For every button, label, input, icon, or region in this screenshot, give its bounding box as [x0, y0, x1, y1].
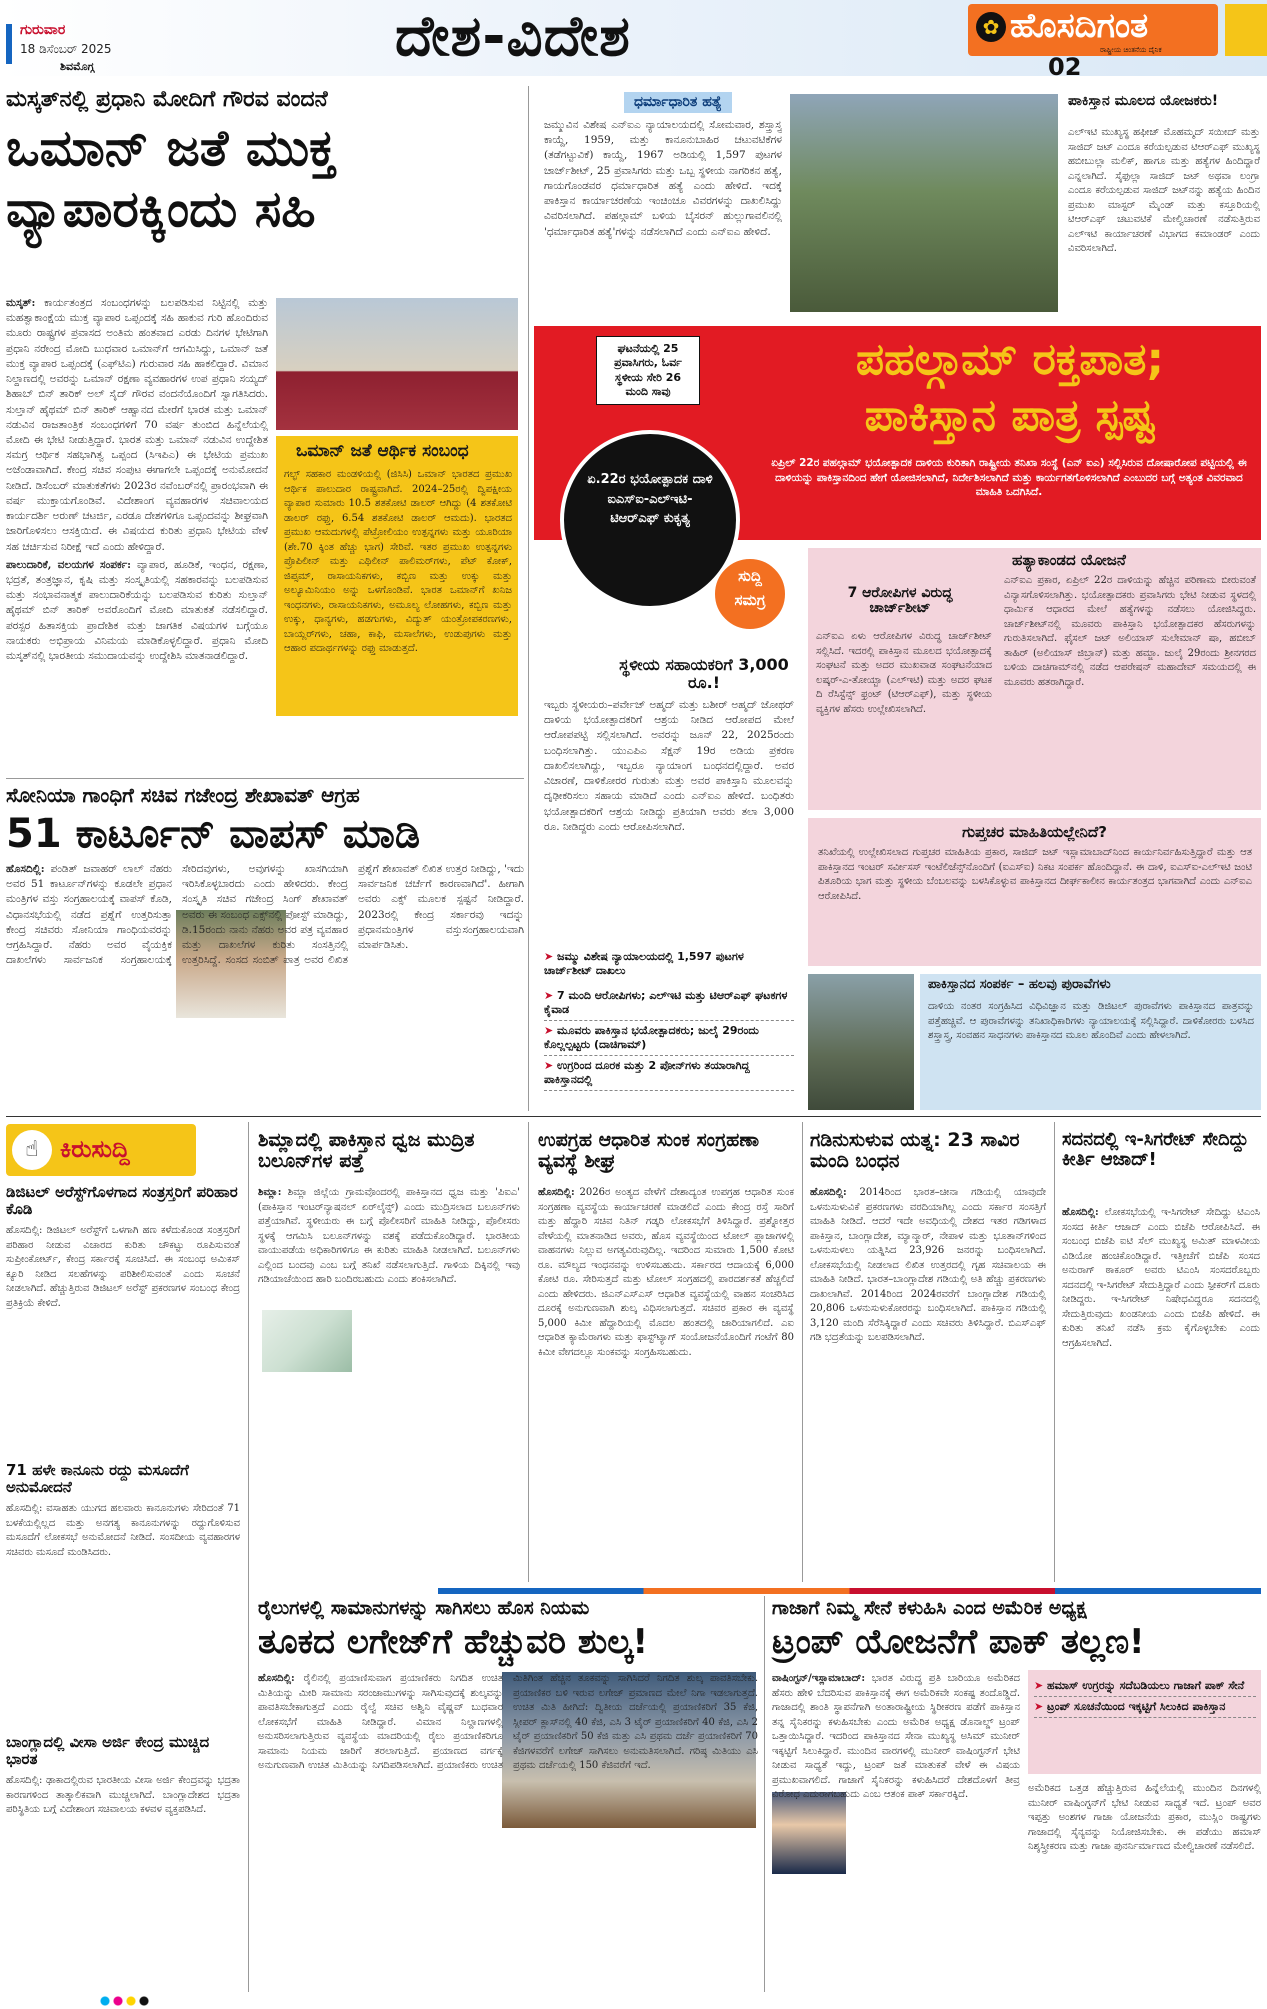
- masthead: [0, 0, 1267, 81]
- court-item: [544, 950, 794, 978]
- kashmir-photo: [790, 94, 1058, 312]
- border-body: [810, 1186, 1046, 1586]
- sonia-kicker: ಸೋನಿಯಾ ಗಾಂಧಿಗೆ ಸಚಿವ ಗಜೇಂದ್ರ ಶೇಖಾವತ್ ಆಗ್ರಹ: [6, 783, 360, 807]
- border-headline: ಗಡಿನುಸುಳುವ ಯತ್ನ: 23 ಸಾವಿರ ಮಂದಿ ಬಂಧನ: [810, 1129, 1020, 1172]
- row-rule: [6, 778, 524, 779]
- dharma-label: ಧರ್ಮಾಧಾರಿತ ಹತ್ಯೆ: [624, 92, 732, 113]
- ecig-body-text: ಲೋಕಸಭೆಯಲ್ಲಿ ಇ-ಸಿಗರೇಟ್ ಸೇದಿದ್ದು ಟಿಎಂಸಿ ಸಂಸದ ಕೀರ್ತಿ ಆಜಾದ್ ಎಂದು ಬಿಜೆಪಿ ಆರೋಪಿಸಿದೆ. ಈ ಸಂಬಂಧ ಬಿಜೆಪಿ ಐಟಿ ಸೆಲ್ ಮುಖ್ಯಸ್ಥ ಅಮಿತ್ ಮಾಳವೀಯ ವಿಡಿಯೋ ಹಂಚಿಕೊಂಡಿದ್ದಾರೆ. ಇತ್ತೀಚೆಗೆ ಬಿಜೆಪಿ ಸಂಸದ ಅನುರಾಗ್ ಠಾಕೂರ್ ಅವರು ಟಿಎಂಸಿ ಸಂಸದರೊಬ್ಬರು ಸದನದಲ್ಲಿ ಇ-ಸಿಗರೇಟ್ ಸೇದುತ್ತಿದ್ದಾರೆ ಎಂದು ಸ್ಪೀಕರ್‌ಗೆ ದೂರು ನೀಡಿದ್ದರು. ಇ-ಸಿಗರೇಟ್ ನಿಷೇಧವಿದ್ದರೂ ಸದನದಲ್ಲಿ ಸೇದುತ್ತಿರುವುದು ಖಂಡನೀಯ ಎಂದು ಬಿಜೆಪಿ ಹೇಳಿದೆ. ಈ ಕುರಿತು ತನಿಖೆ ನಡೆಸಿ ಕ್ರಮ ಕೈಗೊಳ್ಳಬೇಕು ಎಂದು ಆಗ್ರಹಿಸಲಾಗಿದೆ.: [1062, 1207, 1260, 1349]
- column-rule: [802, 1122, 803, 1582]
- place-label: ಶಿವಮೊಗ್ಗ: [60, 60, 95, 73]
- trump-body: [772, 1672, 1020, 1990]
- sonia-body-text: ಪಂಡಿತ್ ಜವಾಹರ್ ಲಾಲ್ ನೆಹರು ಅವರ 51 ಕಾರ್ಟೂನ್‌ಗಳನ್ನು ಕೂಡಲೇ ಪ್ರಧಾನ ಮಂತ್ರಿಗಳ ವಸ್ತು ಸಂಗ್ರಹಾಲಯಕ್ಕೆ ವಾಪಸ್ ಕೊಡಿ, ವಿಧಾನಸಭೆಯಲ್ಲಿ ನಡೆದ ಪ್ರಶ್ನೆಗೆ ಉತ್ತರಿಸುತ್ತಾ ಕೇಂದ್ರ ಸಚಿವರು ಸೋನಿಯಾ ಗಾಂಧಿಯವರನ್ನು ಆಗ್ರಹಿಸಿದ್ದಾರೆ. ನೆಹರು ಅವರ ವೈಯಕ್ತಿಕ ದಾಖಲೆಗಳು ಸಾರ್ವಜನಿಕ ಸಂಗ್ರಹಾಲಯಕ್ಕೆ ಸೇರಿದವುಗಳು, ಅವುಗಳನ್ನು ಖಾಸಗಿಯಾಗಿ ಇರಿಸಿಕೊಳ್ಳಬಾರದು ಎಂದು ಹೇಳಿದರು. ಕೇಂದ್ರ ಸಂಸ್ಕೃತಿ ಸಚಿವ ಗಜೇಂದ್ರ ಸಿಂಗ್ ಶೇಖಾವತ್ ಅವರು ಈ ಸಂಬಂಧ ಎಕ್ಸ್‌ನಲ್ಲಿ ಪೋಸ್ಟ್ ಮಾಡಿದ್ದು, ಡಿ.15ರಂದು ನಾನು ನೆಹರು ಅವರ ಪತ್ರ ವ್ಯವಹಾರ ಮತ್ತು ದಾಖಲೆಗಳ ಕುರಿತು ಸಂಸತ್ತಿನಲ್ಲಿ ಉತ್ತರಿಸಿದ್ದೆ. ಸಂಸದ ಸಂಬಿತ್ ಪಾತ್ರ ಅವರ ಲಿಖಿತ ಪ್ರಶ್ನೆಗೆ ಶೇಖಾವತ್ ಲಿಖಿತ ಉತ್ತರ ನೀಡಿದ್ದು, 'ಇದು ಸಾರ್ವಜನಿಕ ಚರ್ಚೆಗೆ ಕಾರಣವಾಗಿದೆ'. ಹೀಗಾಗಿ ಅವರು ಎಕ್ಸ್ ಮೂಲಕ ಸ್ಪಷ್ಟನೆ ನೀಡಿದ್ದಾರೆ. 2023ರಲ್ಲಿ ಕೇಂದ್ರ ಸರ್ಕಾರವು ಇದನ್ನು ಪ್ರಧಾನಮಂತ್ರಿಗಳ ವಸ್ತುಸಂಗ್ರಹಾಲಯವಾಗಿ ಮಾರ್ಪಡಿಸಿತು.: [6, 863, 524, 967]
- satellite-headline: ಉಪಗ್ರಹ ಆಧಾರಿತ ಸುಂಕ ಸಂಗ್ರಹಣಾ ವ್ಯವಸ್ಥೆ ಶೀಘ್ರ: [538, 1129, 760, 1172]
- section-title: ದೇಶ-ವಿದೇಶ: [395, 4, 631, 69]
- kiru-c-body: ಹೊಸದಿಲ್ಲಿ: ಢಾಕಾದಲ್ಲಿರುವ ಭಾರತೀಯ ವೀಸಾ ಅರ್ಜಿ ಕೇಂದ್ರವನ್ನು ಭದ್ರತಾ ಕಾರಣಗಳಿಂದ ತಾತ್ಕಾಲಿಕವಾಗಿ ಮುಚ್ಚಲಾಗಿದೆ. ಬಾಂಗ್ಲಾದೇಶದ ಭದ್ರತಾ ಪರಿಸ್ಥಿತಿಯ ಬಗ್ಗೆ ವಿದೇಶಾಂಗ ಸಚಿವಾಲಯ ಕಳವಳ ವ್ಯಕ್ತಪಡಿಸಿದೆ.: [6, 1775, 240, 1815]
- satellite-body: [538, 1186, 794, 1586]
- soldier-photo: [808, 974, 914, 1110]
- color-strip: [438, 1588, 1261, 1594]
- chargesheet-body: ಎನ್‌ಐಎ ಏಳು ಆರೋಪಿಗಳ ವಿರುದ್ಧ ಚಾರ್ಜ್‌ಶೀಟ್ ಸಲ್ಲಿಸಿದೆ. ಇದರಲ್ಲಿ ಪಾಕಿಸ್ತಾನ ಮೂಲದ ಭಯೋತ್ಪಾದಕ್ಕೆ ಸಂಘಟನೆ ಮತ್ತು ಅದರ ಮುಖವಾಡ ಸಂಘಟನೆಯಾದ ಲಷ್ಕರ್-ಎ-ತೋಯ್ಬಾ (ಎಲ್‌ಇಟಿ) ಮತ್ತು ಅದರ ಘಟಕ ದಿ ರೆಸಿಸ್ಟೆನ್ಸ್ ಫ್ರಂಟ್ (ಟಿಆರ್‌ಎಫ್), ಮತ್ತು ಸ್ಥಳೀಯ ವ್ಯಕ್ತಿಗಳ ಹೆಸರು ಉಲ್ಲೇಖಿಸಲಾಗಿದೆ.: [816, 631, 992, 715]
- pahalgam-headline-2: ಪಾಕಿಸ್ತಾನ ಪಾತ್ರ ಸ್ಪಷ್ಟ: [864, 390, 1156, 441]
- pahalgam-bullet: [544, 986, 794, 1021]
- page-number: 02: [1048, 53, 1082, 81]
- border-dateline: ಹೊಸದಿಲ್ಲಿ:: [810, 1187, 847, 1198]
- gupta-body: ತನಿಖೆಯಲ್ಲಿ ಉಲ್ಲೇಖಿಸಲಾದ ಗುಪ್ತಚರ ಮಾಹಿತಿಯ ಪ್ರಕಾರ, ಸಾಜಿದ್ ಜಟ್ ಇಸ್ಲಾಮಾಬಾದ್‌ನಿಂದ ಕಾರ್ಯನಿರ್ವಹಿಸುತ್ತಿದ್ದಾರೆ ಮತ್ತು ಆತ ಪಾಕಿಸ್ತಾನದ ಇಂಟರ್ ಸರ್ವೀಸಸ್ ಇಂಟೆಲಿಜೆನ್ಸ್‌ನೊಂದಿಗೆ (ಐಎಸ್‌ಐ) ನಿಕಟ ಸಂಪರ್ಕ ಹೊಂದಿದ್ದಾನೆ. ಈ ದಾಳಿ, ಐಎಸ್‌ಐ-ಎಲ್‌ಇಟಿ ಜಂಟಿ ಪಿತೂರಿಯ ಭಾಗ ಮತ್ತು ಸ್ಥಳೀಯ ಬೆಂಬಲವನ್ನು ಬಳಸಿಕೊಳ್ಳುವ ಪಾಕಿಸ್ತಾನದ ದೀರ್ಘಕಾಲೀನ ಕಾರ್ಯತಂತ್ರದ ಭಾಗವಾಗಿದೆ ಎಂದು ಎನ್‌ಐಎ ಆರೋಪಿಸಿದೆ.: [818, 847, 1252, 902]
- column-rule: [1054, 1122, 1055, 1582]
- column-rule: [528, 86, 529, 1111]
- oman-box-title: ಒಮಾನ್ ಜತೆ ಆರ್ಥಿಕ ಸಂಬಂಧ: [296, 441, 469, 461]
- trump-bullet: [1034, 1676, 1256, 1697]
- balloon-headline: ಶಿಮ್ಲಾದಲ್ಲಿ ಪಾಕಿಸ್ತಾನ ಧ್ವಜ ಮುದ್ರಿತ ಬಲೂನ್‌ಗಳ ಪತ್ತೆ: [258, 1129, 475, 1172]
- arrow-icon: ➤: [544, 1024, 558, 1037]
- satellite-body-text: 2026ರ ಅಂತ್ಯದ ವೇಳೆಗೆ ದೇಶಾದ್ಯಂತ ಉಪಗ್ರಹ ಆಧಾರಿತ ಸುಂಕ ಸಂಗ್ರಹಣಾ ವ್ಯವಸ್ಥೆಯ ಕಾರ್ಯಾಚರಣೆ ಮಾಡಲಿದೆ ಎಂದು ಕೇಂದ್ರ ರಸ್ತೆ ಸಾರಿಗೆ ಮತ್ತು ಹೆದ್ದಾರಿ ಸಚಿವ ನಿತಿನ್ ಗಡ್ಕರಿ ಲೋಕಸಭೆಗೆ ತಿಳಿಸಿದ್ದಾರೆ. ಪ್ರಶ್ನೋತ್ತರ ವೇಳೆಯಲ್ಲಿ ಮಾತನಾಡಿದ ಅವರು, ಹೊಸ ವ್ಯವಸ್ಥೆಯಿಂದ ಟೋಲ್ ಪ್ಲಾಜಾಗಳಲ್ಲಿ ವಾಹನಗಳು ನಿಲ್ಲುವ ಅಗತ್ಯವಿರುವುದಿಲ್ಲ. ಇದರಿಂದ ಸುಮಾರು 1,500 ಕೋಟಿ ರೂ. ಮೌಲ್ಯದ ಇಂಧನವನ್ನು ಉಳಿಸಬಹುದು. ಸರ್ಕಾರದ ಆದಾಯಕ್ಕೆ 6,000 ಕೋಟಿ ರೂ. ಸೇರಿಸುತ್ತದೆ ಮತ್ತು ಟೋಲ್ ಸಂಗ್ರಹದಲ್ಲಿ ಪಾರದರ್ಶಕತೆ ಹೆಚ್ಚಲಿದೆ ಎಂದು ಹೇಳಿದರು. ಜಿಎನ್‌ಎಸ್‌ಎಸ್ ಆಧಾರಿತ ವ್ಯವಸ್ಥೆಯಲ್ಲಿ ವಾಹನ ಸಂಚರಿಸಿದ ದೂರಕ್ಕೆ ಅನುಗುಣವಾಗಿ ಶುಲ್ಕ ವಿಧಿಸಲಾಗುತ್ತದೆ. ಸಚಿವರ ಪ್ರಕಾರ ಈ ವ್ಯವಸ್ಥೆ 5,000 ಕಿಮೀ ಹೆದ್ದಾರಿಯಲ್ಲಿ ಮೊದಲ ಹಂತದಲ್ಲಿ ಜಾರಿಯಾಗಲಿದೆ. ಎಐ ಆಧಾರಿತ ಕ್ಯಾಮೆರಾಗಳು ಮತ್ತು ಫಾಸ್ಟ್‌ಟ್ಯಾಗ್ ಸಂಯೋಜನೆಯೊಂದಿಗೆ ಗಂಟೆಗೆ 80 ಕಿಮೀ ವೇಗದಲ್ಲೂ ಸುಂಕವನ್ನು ಸಂಗ್ರಹಿಸಬಹುದು.: [538, 1187, 794, 1358]
- railway-headline: ತೂಕದ ಲಗೇಜ್‌ಗೆ ಹೆಚ್ಚುವರಿ ಶುಲ್ಕ!: [258, 1622, 648, 1662]
- trump-bullet: [1034, 1697, 1256, 1718]
- railway-kicker: ರೈಲುಗಳಲ್ಲಿ ಸಾಮಾನುಗಳನ್ನು ಸಾಗಿಸಲು ಹೊಸ ನಿಯಮ: [258, 1597, 590, 1619]
- helper-title: ಸ್ಥಳೀಯ ಸಹಾಯಕರಿಗೆ 3,000 ರೂ.!: [619, 655, 789, 692]
- railway-body-text: ರೈಲಿನಲ್ಲಿ ಪ್ರಯಾಣಿಸುವಾಗ ಪ್ರಯಾಣಿಕರು ನಿಗದಿತ ಉಚಿತ ಮಿತಿಯನ್ನು ಮೀರಿ ಸಾಮಾನು ಸರಂಜಾಮುಗಳನ್ನು ಸಾಗಿಸುವುದಕ್ಕೆ ಶುಲ್ಕವನ್ನು ಪಾವತಿಸಬೇಕಾಗುತ್ತದೆ ಎಂದು ರೈಲ್ವೆ ಸಚಿವ ಅಶ್ವಿನಿ ವೈಷ್ಣವ್ ಬುಧವಾರ ಲೋಕಸಭೆಗೆ ಮಾಹಿತಿ ನೀಡಿದ್ದಾರೆ. ವಿಮಾನ ನಿಲ್ದಾಣಗಳಲ್ಲಿ ಅನುಸರಿಸಲಾಗುತ್ತಿರುವ ವ್ಯವಸ್ಥೆಯ ಮಾದರಿಯಲ್ಲಿ ರೈಲು ಪ್ರಯಾಣಿಕರಿಗೂ ಸಾಮಾನು ನಿಯಮ ಜಾರಿಗೆ ತರಲಾಗುತ್ತಿದೆ. ಪ್ರಯಾಣದ ವರ್ಗಕ್ಕೆ ಅನುಗುಣವಾಗಿ ಉಚಿತ ಮಿತಿಯನ್ನು ನಿಗದಿಪಡಿಸಲಾಗಿದೆ. ಪ್ರಯಾಣಿಕರು ಉಚಿತ ಮಿತಿಗಿಂತ ಹೆಚ್ಚಿನ ತೂಕವನ್ನು ಸಾಗಿಸಿದರೆ ನಿಗದಿತ ಶುಲ್ಕ ಪಾವತಿಸಬೇಕು. ಪ್ರಯಾಣಿಕರ ಬಳಿ ಇರುವ ಲಗೇಜ್ ಪ್ರಮಾಣದ ಮೇಲೆ ನಿಗಾ ಇಡಲಾಗುತ್ತದೆ. ಉಚಿತ ಮಿತಿ ಹೀಗಿದೆ: ದ್ವಿತೀಯ ದರ್ಜೆಯಲ್ಲಿ ಪ್ರಯಾಣಿಕರಿಗೆ 35 ಕೆಜಿ, ಸ್ಲೀಪರ್ ಕ್ಲಾಸ್‌ನಲ್ಲಿ 40 ಕೆಜಿ, ಎಸಿ 3 ಟೈರ್ ಪ್ರಯಾಣಿಕರಿಗೆ 40 ಕೆಜಿ, ಎಸಿ 2 ಟೈರ್ ಪ್ರಯಾಣಿಕರಿಗೆ 50 ಕೆಜಿ ಮತ್ತು ಎಸಿ ಪ್ರಥಮ ದರ್ಜೆ ಪ್ರಯಾಣಿಕರಿಗೆ 70 ಕೆಜಿಗಳವರೆಗೆ ಲಗೇಜ್ ಸಾಗಿಸಲು ಅನುಮತಿಸಲಾಗಿದೆ. ಗರಿಷ್ಠ ಮಿತಿಯು ಎಸಿ ಪ್ರಥಮ ದರ್ಜೆಯಲ್ಲಿ 150 ಕೆಜಿವರೆಗೆ ಇದೆ.: [258, 1673, 758, 1771]
- satellite-dateline: ಹೊಸದಿಲ್ಲಿ:: [538, 1187, 575, 1198]
- arrow-icon: ➤: [1034, 1700, 1048, 1713]
- gupta-title: ಗುಪ್ತಚರ ಮಾಹಿತಿಯಲ್ಲೇನಿದೆ?: [962, 823, 1107, 841]
- balloon-body: [258, 1186, 520, 1586]
- pahalgam-bullet: [544, 1021, 794, 1056]
- suddi-stamp-line2: ಸಮಗ್ರ: [734, 591, 766, 609]
- blue-date-bar: [6, 24, 12, 64]
- sonia-dateline: ಹೊಸದಿಲ್ಲಿ:: [6, 863, 45, 875]
- paper-tagline: ರಾಷ್ಟ್ರೀಯ ಚಿಂತನೆಯ ದೈನಿಕ: [1100, 46, 1162, 54]
- kiru-logo: ಕಿರುಸುದ್ದಿ: [60, 1135, 130, 1163]
- helper-body: ಇಬ್ಬರು ಸ್ಥಳೀಯರು–ಪರ್ವೇಜ್ ಅಹ್ಮದ್ ಮತ್ತು ಬಶೀರ್ ಅಹ್ಮದ್ ಜೋಥರ್ ದಾಳಿಯ ಭಯೋತ್ಪಾದಕರಿಗೆ ಆಶ್ರಯ ನೀಡಿದ ಆರೋಪದ ಮೇಲೆ ಆರೋಪಪಟ್ಟಿ ಸಲ್ಲಿಸಲಾಗಿದೆ. ಅವರನ್ನು ಜೂನ್ 22, 2025ರಂದು ಬಂಧಿಸಲಾಗಿತ್ತು. ಯುಎಪಿಎ ಸೆಕ್ಷನ್ 19ರ ಅಡಿಯ ಪ್ರಕರಣ ದಾಖಲಿಸಲಾಗಿದ್ದು, ಇಬ್ಬರೂ ನ್ಯಾಯಾಂಗ ಬಂಧನದಲ್ಲಿದ್ದಾರೆ. ಅವರ ವಿಚಾರಣೆ, ದಾಳಿಕೋರರ ಗುರುತು ಮತ್ತು ಅವರ ಪಾಕಿಸ್ತಾನಿ ಮೂಲವನ್ನು ದೃಢೀಕರಿಸಲು ಸಹಾಯ ಮಾಡಿದೆ ಎಂದು ಎನ್‌ಐಎ ಹೇಳಿದೆ. ಬಂಧಿತರು ಭಯೋತ್ಪಾದಕರಿಗೆ ಆಶ್ರಯ ನೀಡಿದ್ದು ಪ್ರತಿಯಾಗಿ ಅವರು ತಲಾ 3,000 ರೂ. ನೀಡಿದ್ದರು ಎಂದು ಆರೋಪಿಸಲಾಗಿದೆ.: [544, 699, 794, 833]
- trump-bullet-text: ಹಮಾಸ್ ಉಗ್ರರನ್ನು ಸದೆಬಡಿಯಲು ಗಾಜಾಗೆ ಪಾಕ್ ಸೇನೆ: [1047, 1679, 1245, 1692]
- link-title: ಪಾಕಿಸ್ತಾನದ ಸಂಪರ್ಕ – ಹಲವು ಪುರಾವೆಗಳು: [928, 977, 1111, 992]
- oman-headline: ಒಮಾನ್ ಜತೆ ಮುಕ್ತ ವ್ಯಾಪಾರಕ್ಕಿಂದು ಸಹಿ: [6, 119, 336, 238]
- column-rule: [528, 1122, 529, 1582]
- trump-bullets: [1034, 1676, 1256, 1718]
- orange-corner-band: [1225, 4, 1267, 56]
- pak-planners-body: ಎಲ್‌ಇಟಿ ಮುಖ್ಯಸ್ಥ ಹಫೀಜ್ ಮೊಹಮ್ಮದ್ ಸಯೀದ್ ಮತ್ತು ಸಾಜಿದ್ ಜಟ್ ಎಂದೂ ಕರೆಯಲ್ಪಡುವ ಟಿಆರ್‌ಎಫ್ ಮುಖ್ಯಸ್ಥ ಹಬೀಬುಲ್ಲಾ ಮಲಿಕ್, ಹಾಗೂ ಮತ್ತು ಹತ್ಯೆಗಳ ಹಿಂದಿದ್ದಾರೆ ಎನ್ನಲಾಗಿದೆ. ಸೈಫುಲ್ಲಾ ಸಾಜಿದ್ ಜಟ್ ಅಥವಾ ಲಂಗ್ರಾ ಎಂದೂ ಕರೆಯಲ್ಪಡುವ ಸಾಜಿದ್ ಜಟ್‌ನನ್ನು ಹತ್ಯೆಯ ಹಿಂದಿನ ಪ್ರಮುಖ ಮಾಸ್ಟರ್ ಮೈಂಡ್ ಮತ್ತು ಕಸ್ತೂರಿಯಲ್ಲಿ ಟಿಆರ್‌ಎಫ್ ಚಟುವಟಿಕೆ ಮೇಲ್ವಿಚಾರಣೆ ನಡೆಸುತ್ತಿರುವ ಎಲ್‌ಇಟಿ ಕಾರ್ಯಾಚರಣೆ ವಿಭಾಗದ ಕಮಾಂಡರ್ ಎಂದು ವಿವರಿಸಲಾಗಿದೆ.: [1068, 127, 1260, 254]
- kiru-b-body: ಹೊಸದಿಲ್ಲಿ: ವಸಾಹತು ಯುಗದ ಹಲವಾರು ಕಾನೂನುಗಳು ಸೇರಿದಂತೆ 71 ಬಳಕೆಯಲ್ಲಿಲ್ಲದ ಮತ್ತು ಅನಗತ್ಯ ಕಾನೂನುಗಳನ್ನು ರದ್ದುಗೊಳಿಸುವ ಮಸೂದೆಗೆ ಲೋಕಸಭೆ ಅನುಮೋದನೆ ನೀಡಿದೆ. ಸಂಸದೀಯ ವ್ಯವಹಾರಗಳ ಸಚಿವರು ಮಸೂದೆ ಮಂಡಿಸಿದರು.: [6, 1503, 240, 1558]
- column-rule: [248, 1122, 249, 1992]
- court-item-text: ಜಮ್ಮು ವಿಶೇಷ ನ್ಯಾಯಾಲಯದಲ್ಲಿ 1,597 ಪುಟಗಳ ಚಾರ್ಜ್‌ಶೀಟ್ ದಾಖಲು: [544, 950, 744, 977]
- arrow-icon: ➤: [544, 989, 558, 1002]
- oman-body2-text: ವ್ಯಾಪಾರ, ಹೂಡಿಕೆ, ಇಂಧನ, ರಕ್ಷಣಾ, ಭದ್ರತೆ, ತಂತ್ರಜ್ಞಾನ, ಕೃಷಿ ಮತ್ತು ಸಂಸ್ಕೃತಿಯಲ್ಲಿ ಸಹಕಾರವನ್ನು ಬಲಪಡಿಸುವ ಮತ್ತು ಸಂಭಾವನಾತ್ಮಕ ಪಾಲುದಾರಿಕೆಯನ್ನು ಬಲಪಡಿಸುವ ಕುರಿತು ಸುಲ್ತಾನ್ ಹೈಥಮ್ ಬಿನ್ ತಾರಿಕ್ ಅವರೊಂದಿಗೆ ಮೋದಿ ಮಾತುಕತೆ ನಡೆಸಲಿದ್ದಾರೆ. ಪರಸ್ಪರ ಹಿತಾಸಕ್ತಿಯ ಪ್ರಾದೇಶಿಕ ಮತ್ತು ಜಾಗತಿಕ ವಿಷಯಗಳ ಬಗ್ಗೆಯೂ ನಾಯಕರು ಅಭಿಪ್ರಾಯ ವಿನಿಮಯ ಮಾಡಿಕೊಳ್ಳಲಿದ್ದಾರೆ. ಪ್ರಧಾನಿ ಮೋದಿ ಮಸ್ಕತ್‌ನಲ್ಲಿ ಭಾರತೀಯ ಸಮುದಾಯವನ್ನು ಉದ್ದೇಶಿಸಿ ಮಾತನಾಡಲಿದ್ದಾರೆ.: [6, 558, 268, 663]
- balloon-dateline: ಶಿಮ್ಲಾ:: [258, 1187, 282, 1198]
- trump-dateline: ವಾಷಿಂಗ್ಟನ್/ಇಸ್ಲಾಮಾಬಾದ್:: [772, 1673, 866, 1684]
- pak-planners-title: ಪಾಕಿಸ್ತಾನ ಮೂಲದ ಯೋಜಕರು!: [1068, 93, 1219, 109]
- kiru-a-title: ಡಿಜಿಟಲ್ ಅರೆಸ್ಟ್‌ಗೊಳಗಾದ ಸಂತ್ರಸ್ತರಿಗೆ ಪರಿಹಾರ ಕೊಡಿ: [6, 1183, 238, 1218]
- oman-body-text: ಕಾರ್ಯತಂತ್ರದ ಸಂಬಂಧಗಳನ್ನು ಬಲಪಡಿಸುವ ನಿಟ್ಟಿನಲ್ಲಿ ಮತ್ತು ಮಹತ್ವಾಕಾಂಕ್ಷೆಯ ಮುಕ್ತ ವ್ಯಾಪಾರ ಒಪ್ಪಂದಕ್ಕೆ ಸಹಿ ಹಾಕುವ ಗುರಿ ಹೊಂದಿರುವ ಮೂರು ರಾಷ್ಟ್ರಗಳ ಪ್ರವಾಸದ ಅಂತಿಮ ಹಂತವಾದ ಎರಡು ದಿನಗಳ ಭೇಟಿಗಾಗಿ ಪ್ರಧಾನಿ ನರೇಂದ್ರ ಮೋದಿ ಬುಧವಾರ ಒಮಾನ್‌ಗೆ ಆಗಮಿಸಿದ್ದು, ಒಮಾನ್ ಜತೆ ಮುಕ್ತ ವ್ಯಾಪಾರ ಒಪ್ಪಂದಕ್ಕೆ (ಎಫ್‌ಟಿಎ) ಗುರುವಾರ ಸಹಿ ಹಾಕಲಿದ್ದಾರೆ. ವಿಮಾನ ನಿಲ್ದಾಣದಲ್ಲಿ ಅವರನ್ನು ಒಮಾನ್ ರಕ್ಷಣಾ ವ್ಯವಹಾರಗಳ ಉಪ ಪ್ರಧಾನಿ ಸಯ್ಯದ್ ಶಿಹಾಬ್ ಬಿನ್ ತಾರಿಕ್ ಅಲ್ ಸೈದ್ ಗೌರವ ವಂದನೆಯೊಂದಿಗೆ ಸ್ವಾಗತಿಸಿದರು. ಸುಲ್ತಾನ್ ಹೈಥಮ್ ಬಿನ್ ತಾರಿಕ್ ಆಹ್ವಾನದ ಮೇರೆಗೆ ಭಾರತ ಮತ್ತು ಒಮಾನ್ ನಡುವಿನ ರಾಜತಾಂತ್ರಿಕ ಸಂಬಂಧಗಳಿಗೆ 70 ವರ್ಷ ತುಂಬಿದ ಹಿನ್ನೆಲೆಯಲ್ಲಿ ಮೋದಿ ಈ ಭೇಟಿ ನೀಡುತ್ತಿದ್ದಾರೆ. ಭಾರತ ಮತ್ತು ಒಮಾನ್ ನಡುವಿನ ಉದ್ದೇಶಿತ ಸಮಗ್ರ ಆರ್ಥಿಕ ಸಹಭಾಗಿತ್ವ ಒಪ್ಪಂದ (ಸಿಇಪಿಎ) ಈ ಭೇಟಿಯ ಪ್ರಮುಖ ಅಜೆಂಡಾವಾಗಿದೆ. ಕೇಂದ್ರ ಸಚಿವ ಸಂಪುಟ ಈಗಾಗಲೇ ಒಪ್ಪಂದಕ್ಕೆ ಅನುಮೋದನೆ ನೀಡಿದೆ. ಡಿಸೆಂಬರ್ ಮಾತುಕತೆಗಳು 2023ರ ನವೆಂಬರ್‌ನಲ್ಲಿ ಪ್ರಾರಂಭವಾಗಿ ಈ ವರ್ಷ ಮುಕ್ತಾಯಗೊಂಡಿವೆ. ವಿದೇಶಾಂಗ ವ್ಯವಹಾರಗಳ ಸಚಿವಾಲಯದ ಕಾರ್ಯದರ್ಶಿ ಅರುಣ್ ಚಟರ್ಜಿ, ಎರಡೂ ದೇಶಗಳಿಗೂ ಒಪ್ಪಂದವನ್ನು ಶೀಘ್ರವಾಗಿ ಜಾರಿಗೊಳಿಸಲು ಆಸಕ್ತಿಯಿದೆ. ಈ ವಿಷಯದ ಕುರಿತು ಪ್ರಧಾನಿ ಭೇಟಿಯ ವೇಳೆ ಸಹ ಚರ್ಚಿಸುವ ನಿರೀಕ್ಷೆ ಇದೆ ಎಂದು ಹೇಳಿದ್ದಾರೆ.: [6, 297, 268, 553]
- sonia-headline: 51 ಕಾರ್ಟೂನ್ ವಾಪಸ್ ಮಾಡಿ: [6, 811, 421, 857]
- link-body: ದಾಳಿಯ ನಂತರ ಸಂಗ್ರಹಿಸಿದ ವಿಧಿವಿಜ್ಞಾನ ಮತ್ತು ಡಿಜಿಟಲ್ ಪುರಾವೆಗಳು ಪಾಕಿಸ್ತಾನದ ಪಾತ್ರವನ್ನು ಪತ್ತೆಹಚ್ಚಿವೆ. ಆ ಪುರಾವೆಗಳನ್ನು ತನಿಖಾಧಿಕಾರಿಗಳು ನ್ಯಾಯಾಲಯಕ್ಕೆ ಸಲ್ಲಿಸಿದ್ದಾರೆ. ದಾಳಿಕೋರರು ಬಳಸಿದ ಶಸ್ತ್ರಾಸ್ತ್ರ, ಸಂವಹನ ಸಾಧನಗಳು ಪಾಕಿಸ್ತಾನದ ಮೂಲ ಹೊಂದಿವೆ ಎಂದು ಹೇಳಲಾಗಿದೆ.: [928, 1001, 1254, 1041]
- railway-body: [258, 1672, 758, 1990]
- column-rule: [764, 1596, 765, 1992]
- dharma-body: ಜಮ್ಮುವಿನ ವಿಶೇಷ ಎನ್‌ಐಎ ನ್ಯಾಯಾಲಯದಲ್ಲಿ ಸೋಮವಾರ, ಶಸ್ತ್ರಾಸ್ತ್ರ ಕಾಯ್ದೆ, 1959, ಮತ್ತು ಕಾನೂನುಬಾಹಿರ ಚಟುವಟಿಕೆಗಳ (ತಡೆಗಟ್ಟುವಿಕೆ) ಕಾಯ್ದೆ, 1967 ಅಡಿಯಲ್ಲಿ 1,597 ಪುಟಗಳ ಚಾರ್ಜ್‌ಶೀಟ್, 25 ಪ್ರವಾಸಿಗರು ಮತ್ತು ಒಬ್ಬ ಸ್ಥಳೀಯ ನಾಗರಿಕನ ಹತ್ಯೆ, ಗಾಯಗೊಂಡವರ ಧರ್ಮಾಧಾರಿತ ಹತ್ಯೆ ಎಂದು ಹೇಳಿದೆ. ಇದಕ್ಕೆ ಪಾಕಿಸ್ತಾನ ಕಾರ್ಯಾಚರಣೆಯ ಇಂಚಿಂಚೂ ವಿವರಗಳನ್ನು ದಾಖಲಿಸಿದ್ದು ವಿವರಿಸಲಾಗಿದೆ. ಪಹಲ್ಗಾಮ್ ಬಳಿಯ ಬೈಸರನ್ ಹುಲ್ಲುಗಾವಲಿನಲ್ಲಿ 'ಧರ್ಮಾಧಾರಿತ ಹತ್ಯೆ'ಗಳನ್ನು ನಡೆಸಲಾಗಿದೆ ಎಂದು ಎನ್‌ಐಎ ಹೇಳಿದೆ.: [544, 119, 782, 238]
- date-label: 18 ಡಿಸೆಂಬರ್ 2025: [20, 42, 112, 56]
- sonia-body: [6, 862, 524, 1110]
- oman-dateline: ಮಸ್ಕತ್:: [6, 297, 36, 309]
- ecig-headline: ಸದನದಲ್ಲಿ ಇ-ಸಿಗರೇಟ್ ಸೇದಿದ್ದು ಕೀರ್ತಿ ಆಜಾದ್!: [1062, 1129, 1249, 1170]
- pahalgam-deck: ಏಪ್ರಿಲ್ 22ರ ಪಹಲ್ಗಾಮ್ ಭಯೋತ್ಪಾದಕ ದಾಳಿಯ ಕುರಿತಾಗಿ ರಾಷ್ಟ್ರೀಯ ತನಿಖಾ ಸಂಸ್ಥೆ (ಎನ್ ಐಎ) ಸಲ್ಲಿಸಿರುವ ದೋಷಾರೋಪ ಪಟ್ಟಿಯಲ್ಲಿ ಈ ದಾಳಿಯನ್ನು ಪಾಕಿಸ್ತಾನದಿಂದ ಹೇಗೆ ಯೋಜಿಸಲಾಗಿದೆ, ನಿರ್ದೇಶಿಸಲಾಗಿದೆ ಮತ್ತು ಕಾರ್ಯಗತಗೊಳಿಸಲಾಗಿದೆ ಎಂಬುದರ ಬಗ್ಗೆ ಅತ್ಯಂತ ವಿವರವಾದ ಮಾಹಿತಿ ಒದಗಿಸಿದೆ.: [771, 457, 1247, 499]
- trump-body-text: ಭಾರತ ವಿರುದ್ಧ ಪ್ರತಿ ಬಾರಿಯೂ ಅಮೆರಿಕದ ಹೆಸರು ಹೇಳಿ ಬೆದರಿಸುವ ಪಾಕಿಸ್ತಾನಕ್ಕೆ ಈಗ ಅಮೆರಿಕವೇ ಸಂಕಷ್ಟ ತಂದೊಡ್ಡಿದೆ. ಗಾಜಾದಲ್ಲಿ ಶಾಂತಿ ಸ್ಥಾಪನೆಗಾಗಿ ಅಂತಾರಾಷ್ಟ್ರೀಯ ಸ್ಥಿರೀಕರಣ ಪಡೆಗೆ ಪಾಕಿಸ್ತಾನ ತನ್ನ ಸೈನಿಕರನ್ನು ಕಳುಹಿಸಬೇಕು ಎಂದು ಅಮೆರಿಕ ಅಧ್ಯಕ್ಷ ಡೊನಾಲ್ಡ್ ಟ್ರಂಪ್ ಒತ್ತಾಯಿಸಿದ್ದಾರೆ. ಇದರಿಂದ ಪಾಕಿಸ್ತಾನದ ಸೇನಾ ಮುಖ್ಯಸ್ಥ ಅಸಿಮ್ ಮುನೀರ್ ಇಕ್ಕಟ್ಟಿಗೆ ಸಿಲುಕಿದ್ದಾರೆ. ಮುಂದಿನ ವಾರಗಳಲ್ಲಿ ಮುನೀರ್ ವಾಷಿಂಗ್ಟನ್‌ಗೆ ಭೇಟಿ ನೀಡುವ ಸಾಧ್ಯತೆ ಇದ್ದು, ಟ್ರಂಪ್ ಜತೆ ಮಾತುಕತೆ ವೇಳೆ ಈ ವಿಷಯ ಪ್ರಮುಖವಾಗಲಿದೆ. ಗಾಜಾಗೆ ಸೈನಿಕರನ್ನು ಕಳುಹಿಸಿದರೆ ದೇಶದೊಳಗೆ ತೀವ್ರ ವಿರೋಧ ಎದುರಾಗಬಹುದು ಎಂಬ ಆತಂಕ ಪಾಕ್ ಸರ್ಕಾರಕ್ಕಿದೆ.: [772, 1673, 1020, 1800]
- arrow-icon: ➤: [544, 1059, 558, 1072]
- hand-icon: ☝: [12, 1130, 52, 1170]
- trump-bullet-text: ಟ್ರಂಪ್ ಸೂಚನೆಯಿಂದ ಇಕ್ಕಟ್ಟಿಗೆ ಸಿಲುಕಿದ ಪಾಕಿಸ್ತಾನ: [1047, 1700, 1226, 1713]
- row-rule: [6, 1116, 1261, 1117]
- plot-body: ಎನ್‌ಐಎ ಪ್ರಕಾರ, ಏಪ್ರಿಲ್ 22ರ ದಾಳಿಯನ್ನು ಹೆಚ್ಚಿನ ಪರಿಣಾಮ ಬೀರುವಂತೆ ವಿನ್ಯಾಸಗೊಳಿಸಲಾಗಿತ್ತು. ಭಯೋತ್ಪಾದಕರು ಪ್ರವಾಸಿಗರು ಭೇಟಿ ನೀಡುವ ಸ್ಥಳದಲ್ಲಿ ಧಾರ್ಮಿಕ ಆಧಾರದ ಮೇಲೆ ಹತ್ಯೆಗಳನ್ನು ನಡೆಸಲು ಯೋಜಿಸಿದ್ದರು. ಚಾರ್ಜ್‌ಶೀಟ್‌ನಲ್ಲಿ ಮೂವರು ಪಾಕಿಸ್ತಾನಿ ಭಯೋತ್ಪಾದಕರ ಹೆಸರುಗಳನ್ನು ಗುರುತಿಸಲಾಗಿದೆ. ಫೈಸಲ್ ಜಟ್ ಅಲಿಯಾಸ್ ಸುಲೇಮಾನ್ ಷಾ, ಹಬೀಬ್ ತಾಹಿರ್ (ಅಲಿಯಾಸ್ ಜಿಬ್ರಾನ್) ಮತ್ತು ಹಮ್ಜಾ. ಜುಲೈ 29ರಂದು ಶ್ರೀನಗರದ ಬಳಿಯ ದಾಚಿಗಾಮ್‌ನಲ್ಲಿ ನಡೆದ ಆಪರೇಷನ್ ಮಹಾದೇವ್ ಸಮಯದಲ್ಲಿ ಈ ಮೂವರು ಹತರಾಗಿದ್ದಾರೆ.: [1004, 575, 1256, 688]
- trump-body2: ಅಮೆರಿಕದ ಒತ್ತಡ ಹೆಚ್ಚುತ್ತಿರುವ ಹಿನ್ನೆಲೆಯಲ್ಲಿ ಮುಂದಿನ ದಿನಗಳಲ್ಲಿ ಮುನೀರ್ ವಾಷಿಂಗ್ಟನ್‌ಗೆ ಭೇಟಿ ನೀಡುವ ಸಾಧ್ಯತೆ ಇದೆ. ಟ್ರಂಪ್ ಅವರ ಇಪ್ಪತ್ತು ಅಂಶಗಳ ಗಾಜಾ ಯೋಜನೆಯ ಪ್ರಕಾರ, ಮುಸ್ಲಿಂ ರಾಷ್ಟ್ರಗಳು ಗಾಜಾದಲ್ಲಿ ಸೈನ್ಯವನ್ನು ನಿಯೋಜಿಸಬೇಕು. ಈ ಪಡೆಯು ಹಮಾಸ್ ನಿಶ್ಶಸ್ತ್ರೀಕರಣ ಮತ್ತು ಗಾಜಾ ಪುನರ್ನಿರ್ಮಾಣದ ಮೇಲ್ವಿಚಾರಣೆ ನಡೆಸಲಿದೆ.: [1028, 1783, 1261, 1852]
- oman-photo-modi: [276, 298, 518, 430]
- oman-box-body: ಗಲ್ಫ್ ಸಹಕಾರ ಮಂಡಳಿಯಲ್ಲಿ (ಜಿಸಿಸಿ) ಒಮಾನ್ ಭಾರತದ ಪ್ರಮುಖ ಆರ್ಥಿಕ ಪಾಲುದಾರ ರಾಷ್ಟ್ರವಾಗಿದೆ. 2024–25ರಲ್ಲಿ ದ್ವಿಪಕ್ಷೀಯ ವ್ಯಾಪಾರ ಸುಮಾರು 10.5 ಶತಕೋಟಿ ಡಾಲರ್ ಆಗಿದ್ದು (4 ಶತಕೋಟಿ ಡಾಲರ್ ರಫ್ತು, 6.54 ಶತಕೋಟಿ ಡಾಲರ್ ಆಮದು). ಭಾರತದ ಪ್ರಮುಖ ಆಮದುಗಳಲ್ಲಿ ಪೆಟ್ರೋಲಿಯಂ ಉತ್ಪನ್ನಗಳು ಮತ್ತು ಯೂರಿಯಾ (ಶೇ.70 ಕ್ಕಿಂತ ಹೆಚ್ಚು ಭಾಗ) ಸೇರಿವೆ. ಇತರ ಪ್ರಮುಖ ಉತ್ಪನ್ನಗಳು ಪ್ರೊಪಿಲೀನ್ ಮತ್ತು ಎಥಿಲೀನ್ ಪಾಲಿಮರ್‌ಗಳು, ಪೆಟ್ ಕೋಕ್, ಜಿಪ್ಸಮ್, ರಾಸಾಯನಿಕಗಳು, ಕಬ್ಬಿಣ ಮತ್ತು ಉಕ್ಕು ಮತ್ತು ಅಲ್ಯೂಮಿನಿಯಂ ಅನ್ನು ಒಳಗೊಂಡಿವೆ. ಭಾರತ ಒಮಾನ್‌ಗೆ ಖನಿಜ ಇಂಧನಗಳು, ರಾಸಾಯನಿಕಗಳು, ಅಮೂಲ್ಯ ಲೋಹಗಳು, ಕಬ್ಬಿಣ ಮತ್ತು ಉಕ್ಕು, ಧಾನ್ಯಗಳು, ಹಡಗುಗಳು, ವಿದ್ಯುತ್ ಯಂತ್ರೋಪಕರಣಗಳು, ಬಾಯ್ಲರ್‌ಗಳು, ಚಹಾ, ಕಾಫಿ, ಮಸಾಲೆಗಳು, ಉಡುಪುಗಳು ಮತ್ತು ಆಹಾರ ಪದಾರ್ಥಗಳನ್ನು ರಫ್ತು ಮಾಡುತ್ತದೆ.: [284, 469, 512, 654]
- pahalgam-bullet: [544, 1056, 794, 1091]
- pahalgam-bullet-text: 7 ಮಂದಿ ಆರೋಪಿಗಳು; ಎಲ್‌ಇಟಿ ಮತ್ತು ಟಿಆರ್‌ಎಫ್ ಘಟಕಗಳ ಕೈವಾಡ: [544, 989, 788, 1016]
- trump-headline: ಟ್ರಂಪ್ ಯೋಜನೆಗೆ ಪಾಕ್ ತಲ್ಲಣ!: [772, 1622, 1145, 1662]
- plot-title: ಹತ್ಯಾಕಾಂಡದ ಯೋಜನೆ: [1012, 551, 1126, 569]
- chargesheet-title: 7 ಆರೋಪಿಗಳ ವಿರುದ್ಧ ಚಾರ್ಜ್‌ಶೀಟ್: [847, 585, 953, 617]
- ecig-body: [1062, 1206, 1260, 1586]
- registration-marks: [100, 1996, 160, 2006]
- pahalgam-bullet-text: ಮೂವರು ಪಾಕಿಸ್ತಾನ ಭಯೋತ್ಪಾದಕರು; ಜುಲೈ 29ರಂದು ಕೊಲ್ಲಲ್ಪಟ್ಟರು (ದಾಚಿಗಾಮ್): [544, 1024, 759, 1051]
- pahalgam-bullets: [544, 986, 794, 1091]
- pahalgam-stat-box: ಘಟನೆಯಲ್ಲಿ 25 ಪ್ರವಾಸಿಗರು, ಓರ್ವ ಸ್ಥಳೀಯ ಸೇರಿ 26 ಮಂದಿ ಸಾವು: [596, 336, 700, 405]
- trump-kicker: ಗಾಜಾಗೆ ನಿಮ್ಮ ಸೇನೆ ಕಳುಹಿಸಿ ಎಂದ ಅಮೆರಿಕ ಅಧ್ಯಕ್ಷ: [772, 1597, 1087, 1619]
- pahalgam-bullet-text: ಉಗ್ರರಿಂದ ದೂರಕ ಮತ್ತು 2 ಪೋನ್‌ಗಳು ತಯಾರಾಗಿದ್ದ ಪಾಕಿಸ್ತಾನದಲ್ಲಿ: [544, 1059, 750, 1086]
- border-body-text: 2014ರಿಂದ ಭಾರತ–ಚೀನಾ ಗಡಿಯಲ್ಲಿ ಯಾವುದೇ ಒಳನುಸುಳುವಿಕೆ ಪ್ರಕರಣಗಳು ವರದಿಯಾಗಿಲ್ಲ ಎಂದು ಸರ್ಕಾರ ಸಂಸತ್ತಿಗೆ ಮಾಹಿತಿ ನೀಡಿದೆ. ಆದರೆ ಇದೇ ಅವಧಿಯಲ್ಲಿ ದೇಶದ ಇತರ ಗಡಿಗಳಾದ ಪಾಕಿಸ್ತಾನ, ಬಾಂಗ್ಲಾದೇಶ, ಮ್ಯಾನ್ಮಾರ್, ನೇಪಾಳ ಮತ್ತು ಭೂತಾನ್‌ಗಳಿಂದ ಒಳನುಸುಳಲು ಯತ್ನಿಸಿದ 23,926 ಜನರನ್ನು ಬಂಧಿಸಲಾಗಿದೆ. ಲೋಕಸಭೆಯಲ್ಲಿ ನೀಡಲಾದ ಲಿಖಿತ ಉತ್ತರದಲ್ಲಿ ಗೃಹ ಸಚಿವಾಲಯ ಈ ಮಾಹಿತಿ ನೀಡಿದೆ. ಭಾರತ–ಬಾಂಗ್ಲಾದೇಶ ಗಡಿಯಲ್ಲಿ ಅತಿ ಹೆಚ್ಚು ಪ್ರಕರಣಗಳು ದಾಖಲಾಗಿವೆ. 2014ರಿಂದ 2024ರವರೆಗೆ ಬಾಂಗ್ಲಾದೇಶ ಗಡಿಯಲ್ಲಿ 20,806 ಒಳನುಸುಳುಕೋರರನ್ನು ಬಂಧಿಸಲಾಗಿದೆ. ಪಾಕಿಸ್ತಾನ ಗಡಿಯಲ್ಲಿ 3,120 ಮಂದಿ ಸೆರೆಸಿಕ್ಕಿದ್ದಾರೆ ಎಂದು ಸಚಿವರು ತಿಳಿಸಿದ್ದಾರೆ. ಬಿಎಸ್‌ಎಫ್ ಗಡಿ ಭದ್ರತೆಯನ್ನು ಬಲಪಡಿಸಲಾಗಿದೆ.: [810, 1187, 1046, 1343]
- kiru-c-title: ಬಾಂಗ್ಲಾದಲ್ಲಿ ವೀಸಾ ಅರ್ಜಿ ಕೇಂದ್ರ ಮುಚ್ಚಿದ ಭಾರತ: [6, 1733, 210, 1768]
- oman-kicker: ಮಸ್ಕತ್‌ನಲ್ಲಿ ಪ್ರಧಾನಿ ಮೋದಿಗೆ ಗೌರವ ವಂದನೆ: [6, 87, 328, 112]
- railway-dateline: ಹೊಸದಿಲ್ಲಿ:: [258, 1673, 295, 1684]
- arrow-icon: ➤: [1034, 1679, 1048, 1692]
- pahalgam-headline-1: ಪಹಲ್ಗಾಮ್ ರಕ್ತಪಾತ;: [855, 334, 1165, 385]
- kiru-b-title: 71 ಹಳೇ ಕಾನೂನು ರದ್ದು ಮಸೂದೆಗೆ ಅನುಮೋದನೆ: [6, 1461, 189, 1496]
- oman-body2-lead: ಪಾಲುದಾರಿಕೆ, ವಲಯಗಳ ಸಂಪರ್ಕ:: [6, 558, 132, 571]
- balloon-body-text: ಶಿಮ್ಲಾ ಜಿಲ್ಲೆಯ ಗ್ರಾಮವೊಂದರಲ್ಲಿ ಪಾಕಿಸ್ತಾನದ ಧ್ವಜ ಮತ್ತು 'ಪಿಐಎ' (ಪಾಕಿಸ್ತಾನ ಇಂಟರ್‌ನ್ಯಾಷನಲ್ ಏರ್‌ಲೈನ್ಸ್) ಎಂದು ಮುದ್ರಿಸಲಾದ ಬಲೂನ್‌ಗಳು ಪತ್ತೆಯಾಗಿವೆ. ಸ್ಥಳೀಯರು ಈ ಬಗ್ಗೆ ಪೊಲೀಸರಿಗೆ ಮಾಹಿತಿ ನೀಡಿದ್ದು, ಪೊಲೀಸರು ಸ್ಥಳಕ್ಕೆ ಆಗಮಿಸಿ ಬಲೂನ್‌ಗಳನ್ನು ವಶಕ್ಕೆ ಪಡೆದುಕೊಂಡಿದ್ದಾರೆ. ಭಾರತೀಯ ವಾಯುಪಡೆಯ ಅಧಿಕಾರಿಗಳಿಗೂ ಈ ಕುರಿತು ಮಾಹಿತಿ ನೀಡಲಾಗಿದೆ. ಬಲೂನ್‌ಗಳು ಎಲ್ಲಿಂದ ಬಂದವು ಎಂಬ ಬಗ್ಗೆ ತನಿಖೆ ನಡೆಸಲಾಗುತ್ತಿದೆ. ಗಾಳಿಯ ದಿಕ್ಕಿನಲ್ಲಿ ಇವು ಗಡಿಯಾಚೆಯಿಂದ ಹಾರಿ ಬಂದಿರಬಹುದು ಎಂದು ಶಂಕಿಸಲಾಗಿದೆ.: [258, 1187, 520, 1285]
- kiru-a-body: ಹೊಸದಿಲ್ಲಿ: ಡಿಜಿಟಲ್ ಅರೆಸ್ಟ್‌ಗೆ ಒಳಗಾಗಿ ಹಣ ಕಳೆದುಕೊಂಡ ಸಂತ್ರಸ್ತರಿಗೆ ಪರಿಹಾರ ನೀಡುವ ವಿಚಾರದ ಕುರಿತು ಚೌಕಟ್ಟು ರೂಪಿಸುವಂತೆ ಸುಪ್ರೀಂಕೋರ್ಟ್, ಕೇಂದ್ರ ಸರ್ಕಾರಕ್ಕೆ ಸೂಚಿಸಿದೆ. ಈ ಸಂಬಂಧ ಅಮಿಕಸ್ ಕ್ಯೂರಿ ನೀಡಿದ ಸಲಹೆಗಳನ್ನು ಪರಿಶೀಲಿಸುವಂತೆ ಎಂದು ಸೂಚನೆ ನೀಡಲಾಗಿದೆ. ಹೆಚ್ಚುತ್ತಿರುವ ಡಿಜಿಟಲ್ ಅರೆಸ್ಟ್ ಪ್ರಕರಣಗಳ ಸಂಬಂಧ ಕೇಂದ್ರ ಪ್ರತಿಕ್ರಿಯೆ ಕೇಳಿದೆ.: [6, 1225, 240, 1309]
- pahalgam-circle-text: ಏ.22ರ ಭಯೋತ್ಪಾದಕ ದಾಳಿ ಐಎಸ್‌ಐ-ಎಲ್‌ಇಟಿ-ಟಿಆರ್‌ಎಫ್ ಕುಕೃತ್ಯ: [587, 472, 713, 526]
- arrow-icon: ➤: [544, 950, 558, 963]
- paper-name: ಹೊಸದಿಗಂತ: [1010, 6, 1149, 46]
- ecig-dateline: ಹೊಸದಿಲ್ಲಿ:: [1062, 1207, 1099, 1218]
- lotus-icon: ✿: [976, 12, 1006, 42]
- day-label: ಗುರುವಾರ: [20, 22, 66, 38]
- suddi-stamp-line1: ಸುದ್ದಿ: [738, 567, 762, 585]
